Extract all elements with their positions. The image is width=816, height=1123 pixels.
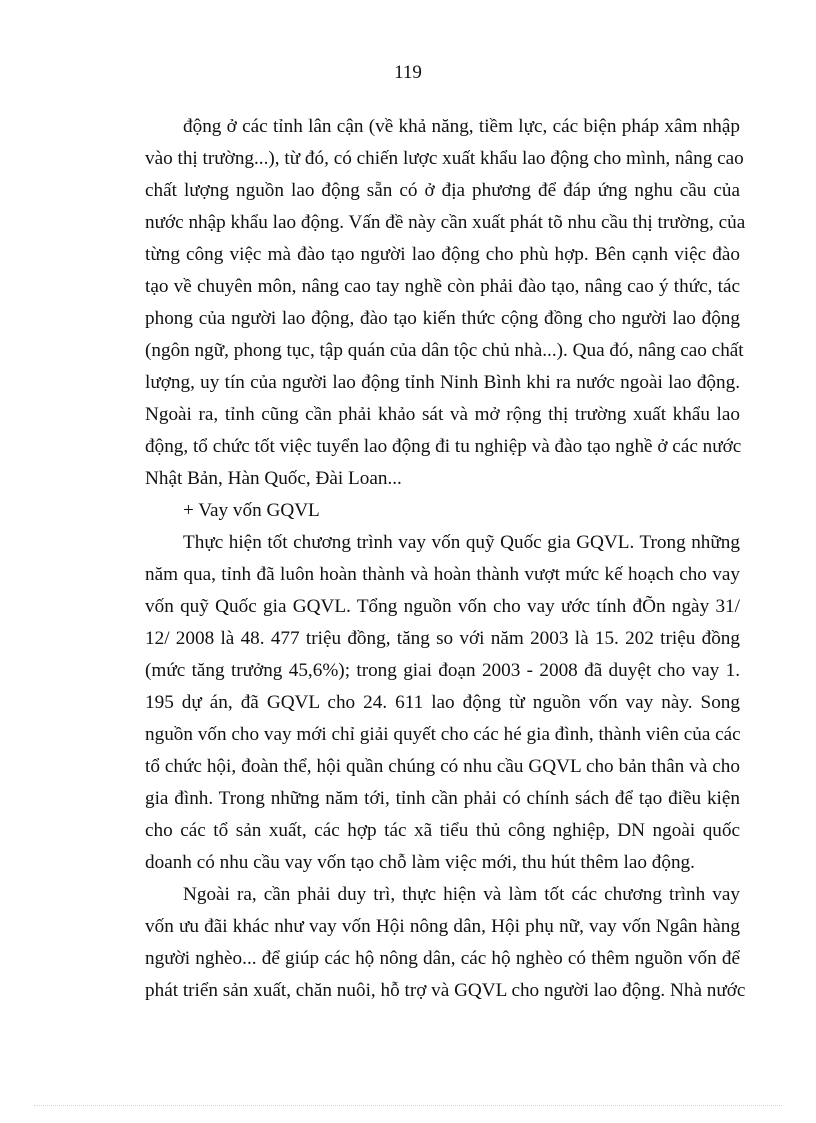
body-line: nguồn vốn cho vay mới chỉ giải quyết cho các hé gia đình, thành viên của các — [145, 724, 741, 745]
body-line: động, tổ chức tốt việc tuyển lao động đi tu nghiệp và đào tạo nghề ở các nước — [145, 436, 742, 457]
body-line: năm qua, tỉnh đã luôn hoàn thành và hoàn thành vượt mức kế hoạch cho vay — [145, 564, 740, 585]
body-line: vào thị trường...), từ đó, có chiến lược xuất khẩu lao động cho mình, nâng cao — [145, 148, 744, 169]
body-line: tạo về chuyên môn, nâng cao tay nghề còn phải đào tạo, nâng cao ý thức, tác — [145, 276, 740, 297]
body-line: Nhật Bản, Hàn Quốc, Đài Loan... — [145, 468, 402, 489]
body-line: Ngoài ra, cần phải duy trì, thực hiện và làm tốt các chương trình vay — [183, 884, 740, 905]
body-line: vốn ưu đãi khác như vay vốn Hội nông dân, Hội phụ nữ, vay vốn Ngân hàng — [145, 916, 740, 937]
body-line: vốn quỹ Quốc gia GQVL. Tổng nguồn vốn cho vay ước tính đÕn ngày 31/ — [145, 596, 740, 617]
body-line: từng công việc mà đào tạo người lao động cho phù hợp. Bên cạnh việc đào — [145, 244, 740, 265]
body-line: chất lượng nguồn lao động sẵn có ở địa phương để đáp ứng nghu cầu của — [145, 180, 740, 201]
body-line: phong của người lao động, đào tạo kiến thức cộng đồng cho người lao động — [145, 308, 740, 329]
body-line: (mức tăng trưởng 45,6%); trong giai đoạn 2003 - 2008 đã duyệt cho vay 1. — [145, 660, 740, 681]
body-line: doanh có nhu cầu vay vốn tạo chỗ làm việc mới, thu hút thêm lao động. — [145, 852, 695, 873]
body-line: gia đình. Trong những năm tới, tỉnh cần phải có chính sách để tạo điều kiện — [145, 788, 740, 809]
body-line: người nghèo... để giúp các hộ nông dân, các hộ nghèo có thêm nguồn vốn để — [145, 948, 740, 969]
body-line: Thực hiện tốt chương trình vay vốn quỹ Quốc gia GQVL. Trong những — [183, 532, 740, 553]
page-number: 119 — [394, 62, 422, 83]
body-line: nước nhập khẩu lao động. Vấn đề này cần xuất phát tõ nhu cầu thị trường, của — [145, 212, 746, 233]
body-line: động ở các tỉnh lân cận (về khả năng, tiềm lực, các biện pháp xâm nhập — [183, 116, 740, 137]
body-line: 12/ 2008 là 48. 477 triệu đồng, tăng so với năm 2003 là 15. 202 triệu đồng — [145, 628, 740, 649]
body-line: cho các tổ sản xuất, các hợp tác xã tiểu thủ công nghiệp, DN ngoài quốc — [145, 820, 740, 841]
section-subheading: + Vay vốn GQVL — [183, 500, 320, 521]
body-line: phát triển sản xuất, chăn nuôi, hỗ trợ và GQVL cho người lao động. Nhà nước — [145, 980, 746, 1001]
body-line: tổ chức hội, đoàn thể, hội quần chúng có nhu cầu GQVL cho bản thân và cho — [145, 756, 740, 777]
body-line: Ngoài ra, tỉnh cũng cần phải khảo sát và mở rộng thị trường xuất khẩu lao — [145, 404, 740, 425]
body-line: 195 dự án, đã GQVL cho 24. 611 lao động từ nguồn vốn vay này. Song — [145, 692, 740, 713]
page-bottom-divider — [34, 1105, 782, 1106]
body-line: (ngôn ngữ, phong tục, tập quán của dân tộc chủ nhà...). Qua đó, nâng cao chất — [145, 340, 744, 361]
body-line: lượng, uy tín của người lao động tỉnh Ninh Bình khi ra nước ngoài lao động. — [145, 372, 740, 393]
